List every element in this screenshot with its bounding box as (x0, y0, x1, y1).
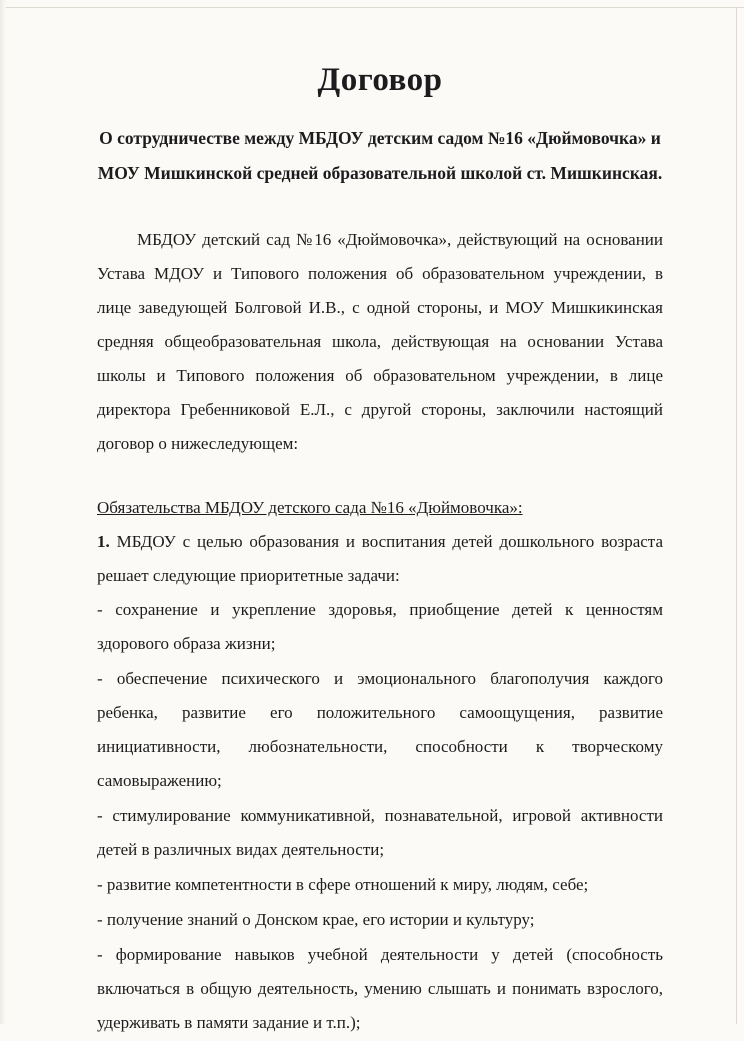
bullet-item-health: - сохранение и укрепление здоровья, приобщение детей к ценностям здорового образа жизни; (97, 600, 663, 653)
numbered-item-1 (97, 525, 663, 593)
intro-paragraph: МБДОУ детский сад №16 «Дюймовочка», действующий на основании Устава МДОУ и Типового положения об образовательном учреждении, в лице заведующей Болговой И.В., с одной стороны, и МОУ Мишкикинская средняя общеобразовательная школа, действующая на основании Устава школы и Типового положения об образовательном учреждении, в лице директора Гребенниковой Е.Л., с другой стороны, заключили настоящий договор о нижеследующем: (97, 230, 663, 453)
bullet-item-learning-skills: - формирование навыков учебной деятельности у детей (способность включаться в общую деятельность, умению слышать и понимать взрослого, удерживать в памяти задание и т.п.); (97, 945, 663, 1032)
item-1-text: МБДОУ с целью образования и воспитания детей дошкольного возраста решает следующие приоритетные задачи: (97, 532, 663, 585)
bullet-item-don-region: - получение знаний о Донском крае, его истории и культуру; (97, 910, 535, 929)
scan-artifact-left-shadow (0, 0, 6, 1024)
bullet-item-wellbeing: - обеспечение психического и эмоционального благополучия каждого ребенка, развитие его положительного самоощущения, развитие инициативности, любознательности, способности к творческому самовыражению; (97, 669, 663, 790)
document-subtitle: О сотрудничестве между МБДОУ детским садом №16 «Дюймовочка» и МОУ Мишкинской средней образовательной школой ст. Мишкинская. (97, 128, 663, 183)
scan-artifact-right-line (736, 8, 737, 1024)
document-body (97, 62, 663, 1041)
bullet-item-competence: - развитие компетентности в сфере отношений к миру, людям, себе; (97, 875, 589, 894)
scan-artifact-top-line (0, 7, 744, 8)
document-title: Договор (317, 62, 443, 98)
bullet-item-activity: - стимулирование коммуникативной, познавательной, игровой активности детей в различных видах деятельности; (97, 806, 663, 859)
item-1-number: 1. (97, 532, 110, 551)
section-heading-obligations: Обязательства МБДОУ детского сада №16 «Дюймовочка»: (97, 498, 523, 517)
